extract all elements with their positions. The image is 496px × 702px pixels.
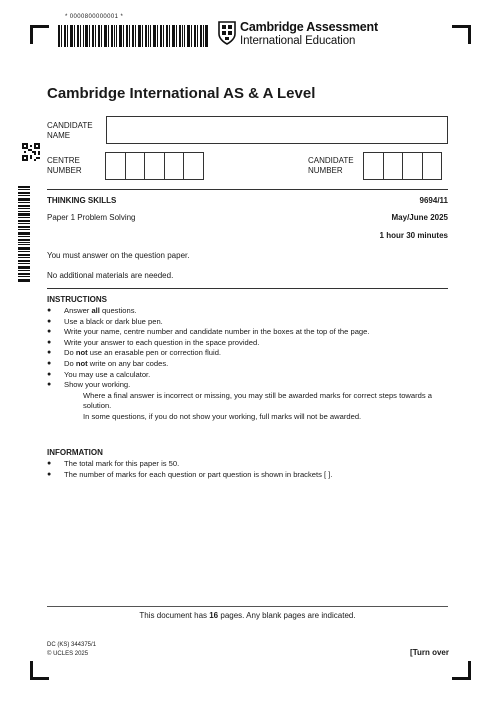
bullet-icon: ●: [47, 317, 52, 325]
bullet-icon: ●: [47, 370, 52, 378]
candidate-number-label-line-1: CANDIDATE: [308, 156, 354, 165]
working-note-2: In some questions, if you do not show your working, full marks will not be awarded.: [83, 411, 362, 421]
candidate-name-field[interactable]: [106, 116, 448, 144]
list-item: [47, 470, 447, 481]
paper-title: Paper 1 Problem Solving: [47, 213, 136, 222]
bullet-icon: ●: [47, 359, 52, 367]
exam-session: May/June 2025: [391, 213, 448, 222]
logo-line-1: Cambridge Assessment: [240, 20, 378, 34]
candidate-name-label-line-1: CANDIDATE: [47, 121, 93, 130]
list-item: [47, 359, 447, 370]
marks-shown-text: The number of marks for each question or part question is shown in brackets [ ].: [64, 469, 333, 479]
corner-mark-top-left: [30, 25, 49, 44]
centre-number-boxes: [106, 152, 204, 180]
qr-code: [22, 143, 40, 161]
working-note-1: Where a final answer is incorrect or missing, you may still be awarded marks for correct steps towards a solution.: [83, 390, 433, 411]
document-code-block: [47, 641, 96, 658]
candidate-number-digit-box[interactable]: [383, 152, 404, 180]
centre-number-label-line-1: CENTRE: [47, 156, 80, 165]
divider-middle: [47, 288, 448, 289]
page-count-pre: This document has: [139, 611, 210, 620]
logo-line-2: International Education: [240, 35, 356, 47]
total-marks-text: The total mark for this paper is 50.: [64, 459, 180, 468]
divider-top: [47, 189, 448, 190]
candidate-number-digit-box[interactable]: [402, 152, 423, 180]
answer-text-post: questions.: [99, 306, 137, 315]
document-code: DC (KS) 344375/1: [47, 642, 97, 648]
list-item: [47, 459, 447, 470]
centre-number-label: [47, 156, 82, 176]
page-count-number: 16: [209, 611, 219, 620]
candidate-number-boxes: [364, 152, 442, 180]
list-item: [47, 348, 447, 359]
list-item: [47, 380, 447, 391]
corner-mark-bottom-right: [452, 661, 471, 680]
bullet-icon: ●: [47, 338, 52, 346]
candidate-number-label: [308, 156, 354, 176]
pen-text: Use a black or dark blue pen.: [64, 316, 163, 326]
exam-duration: 1 hour 30 minutes: [379, 231, 448, 240]
barcodes-text-pre: Do: [64, 358, 76, 368]
working-text: Show your working.: [64, 380, 131, 390]
shield-crest-icon: [218, 21, 236, 45]
bullet-icon: ●: [47, 307, 52, 314]
erasable-text-bold: not: [75, 348, 88, 358]
answer-text-pre: Answer: [64, 306, 92, 315]
instructions-list: [47, 306, 447, 423]
answer-note: You must answer on the question paper.: [47, 251, 190, 260]
subject-name: THINKING SKILLS: [47, 196, 117, 205]
erasable-text-pre: Do: [64, 348, 76, 358]
bullet-icon: ●: [47, 381, 52, 389]
barcode-number: * 0000800000001 *: [65, 14, 124, 20]
centre-number-digit-box[interactable]: [125, 152, 146, 180]
candidate-name-label: [47, 121, 93, 141]
syllabus-code: 9694/11: [419, 196, 448, 205]
erasable-text-post: use an erasable pen or correction fluid.: [87, 348, 222, 358]
page-count-note: [47, 611, 448, 620]
centre-number-digit-box[interactable]: [105, 152, 126, 180]
list-item: [47, 306, 447, 317]
centre-number-digit-box[interactable]: [164, 152, 185, 180]
centre-number-digit-box[interactable]: [144, 152, 165, 180]
candidate-name-label-line-2: NAME: [47, 131, 71, 140]
qualification-title: Cambridge International AS & A Level: [47, 85, 316, 102]
candidate-number-digit-box[interactable]: [422, 152, 443, 180]
bullet-icon: ●: [47, 460, 52, 467]
turn-over-label: [Turn over: [410, 648, 449, 657]
side-barcode: [18, 186, 30, 282]
bullet-icon: ●: [47, 328, 52, 336]
list-item: [47, 327, 447, 338]
write-space-text: Write your answer to each question in the space provided.: [64, 337, 260, 347]
corner-mark-top-right: [452, 25, 471, 44]
list-item: [47, 338, 447, 349]
instructions-heading: INSTRUCTIONS: [47, 295, 107, 304]
bullet-icon: ●: [47, 349, 52, 357]
barcodes-text-post: write on any bar codes.: [87, 358, 169, 368]
centre-number-label-line-2: NUMBER: [47, 166, 82, 175]
cambridge-logo: [218, 20, 378, 50]
bullet-icon: ●: [47, 470, 52, 478]
calculator-text: You may use a calculator.: [64, 369, 151, 379]
list-item: [47, 317, 447, 328]
answer-text-bold: all: [91, 306, 100, 315]
information-heading: INFORMATION: [47, 448, 103, 457]
divider-footer: [47, 606, 448, 607]
candidate-number-label-line-2: NUMBER: [308, 166, 343, 175]
barcodes-text-bold: not: [75, 358, 88, 368]
centre-number-digit-box[interactable]: [183, 152, 204, 180]
materials-note: No additional materials are needed.: [47, 271, 174, 280]
top-barcode: [58, 25, 208, 47]
list-item: [47, 370, 447, 381]
corner-mark-bottom-left: [30, 661, 49, 680]
candidate-number-digit-box[interactable]: [363, 152, 384, 180]
copyright: © UCLES 2025: [47, 650, 89, 657]
page-count-post: pages. Any blank pages are indicated.: [218, 611, 356, 620]
information-list: [47, 459, 447, 480]
write-name-text: Write your name, centre number and candidate number in the boxes at the top of the page.: [64, 327, 370, 337]
